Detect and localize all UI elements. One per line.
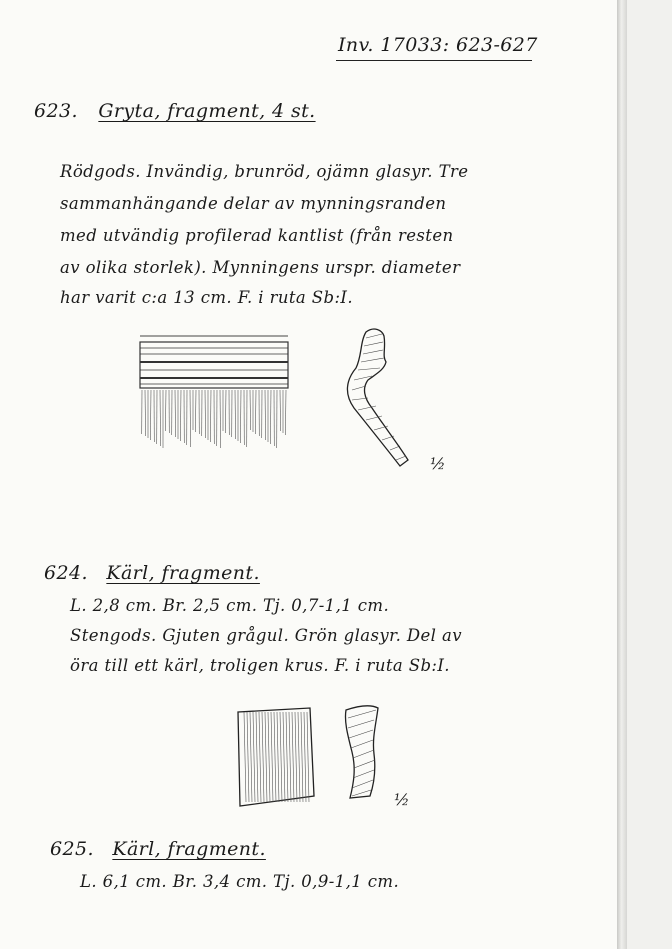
- entry-line: öra till ett kärl, troligen krus. F. i ruta Sb:I.: [70, 656, 450, 675]
- entry-624: [44, 562, 260, 584]
- notebook-binding: [617, 0, 627, 949]
- inventory-number: Inv. 17033: 623-627: [338, 34, 538, 56]
- entry-number: 625.: [50, 838, 94, 860]
- entry-line: med utvändig profilerad kantlist (från resten: [60, 226, 454, 245]
- handle-profile-drawing: [340, 702, 384, 802]
- entry-line: sammanhängande delar av mynningsranden: [60, 194, 447, 213]
- entry-number: 623.: [34, 100, 78, 122]
- entry-line: av olika storlek). Mynningens urspr. diameter: [60, 258, 461, 277]
- entry-line: L. 6,1 cm. Br. 3,4 cm. Tj. 0,9-1,1 cm.: [80, 872, 400, 891]
- rim-profile-drawing: [336, 324, 416, 469]
- entry-line: L. 2,8 cm. Br. 2,5 cm. Tj. 0,7-1,1 cm.: [70, 596, 390, 615]
- entry-number: 624.: [44, 562, 88, 584]
- scale-mark: ½: [430, 454, 446, 473]
- entry-title: Kärl, fragment.: [112, 838, 266, 860]
- entry-623: [34, 100, 316, 122]
- entry-line: Rödgods. Invändig, brunröd, ojämn glasyr. Tre: [60, 162, 469, 181]
- entry-line: har varit c:a 13 cm. F. i ruta Sb:I.: [60, 288, 353, 307]
- scale-mark: ½: [394, 790, 410, 809]
- rim-fragment-drawing: [136, 332, 296, 450]
- entry-title: Gryta, fragment, 4 st.: [98, 100, 316, 122]
- inventory-underline: [336, 60, 532, 61]
- handle-fragment-drawing: [230, 702, 322, 812]
- entry-title: Kärl, fragment.: [106, 562, 260, 584]
- adjacent-page-edge: [627, 0, 672, 949]
- entry-625: [50, 838, 266, 860]
- entry-line: Stengods. Gjuten grågul. Grön glasyr. Del av: [70, 626, 462, 645]
